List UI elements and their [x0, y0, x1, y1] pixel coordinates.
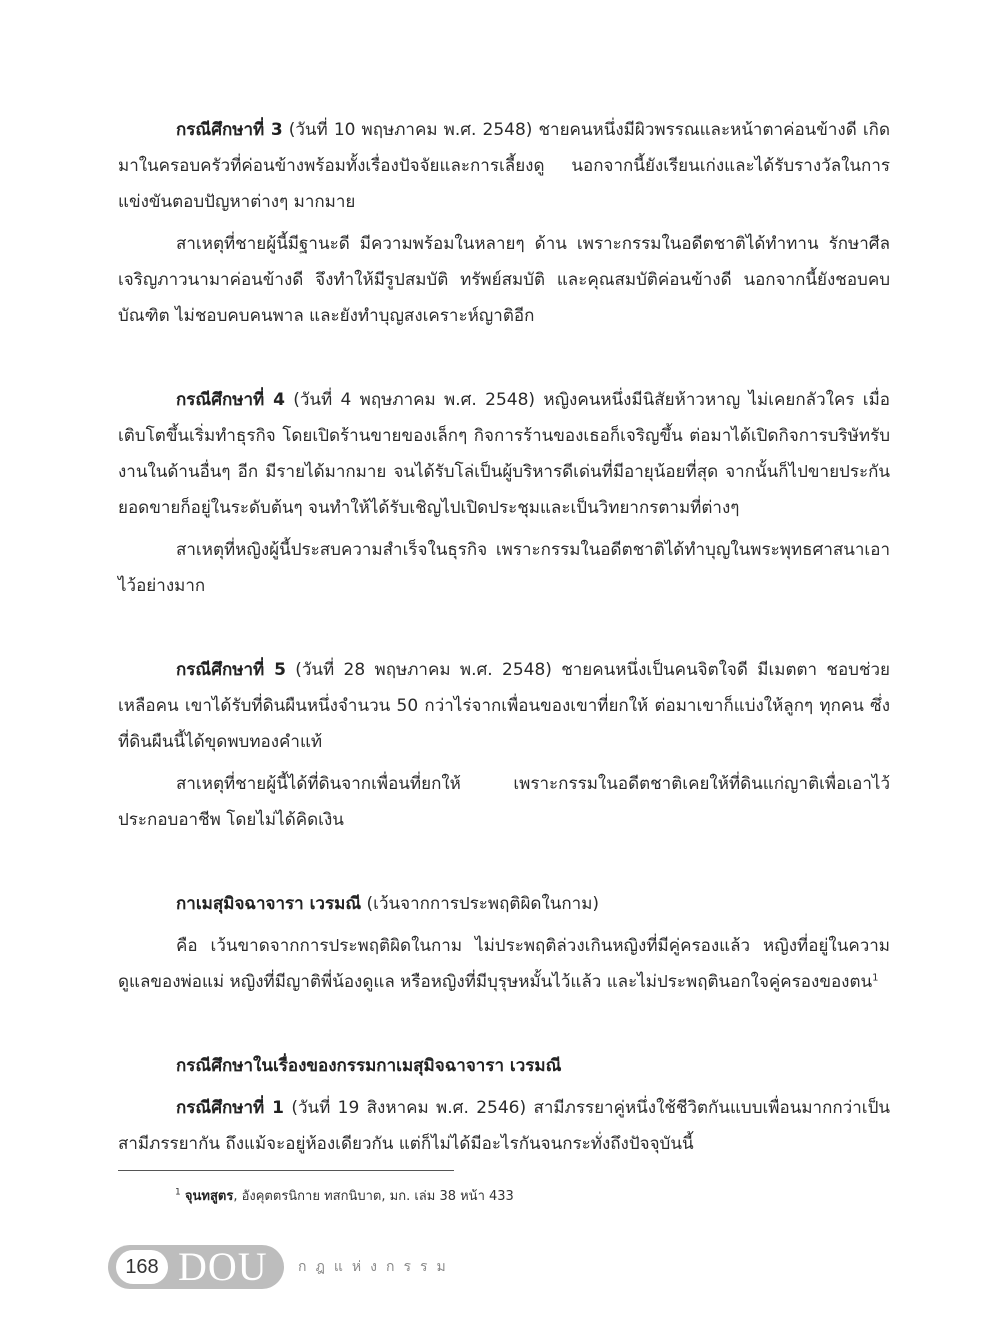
case-5-text: (วันที่ 28 พฤษภาคม พ.ศ. 2548) ชายคนหนึ่งเป็นคนจิตใจดี มีเมตตา ชอบช่วยเหลือคน เขาได้รับที่ดินผืนหนึ่งจำนวน 50 กว่าไร่จากเพื่อนของเขาที่ยกให้ ต่อมาเขาก็แบ่งให้ลูกๆ ทุกคน ซึ่งที่ดินผืนนี้ได้ขุดพบทองคำแท้ — [118, 660, 890, 752]
case-4-label: กรณีศึกษาที่ 4 — [176, 390, 285, 410]
book-title: กฎแห่งกรรม — [298, 1259, 455, 1275]
case-4-text: (วันที่ 4 พฤษภาคม พ.ศ. 2548) หญิงคนหนึ่งมีนิสัยห้าวหาญ ไม่เคยกลัวใคร เมื่อเติบโตขึ้นเริ่มทำธุรกิจ โดยเปิดร้านขายของเล็กๆ กิจการร้านของเธอก็เจริญขึ้น ต่อมาได้เปิดกิจการบริษัทรับงานในด้านอื่นๆ อีก มีรายได้มากมาย จนได้รับโล่เป็นผู้บริหารดีเด่นที่มีอายุน้อยที่สุด จากนั้นก็ไปขายประกันยอดขายก็อยู่ในระดับต้นๆ จนทำให้ได้รับเชิญไปเปิดประชุมและเป็นวิทยากรตามที่ต่างๆ — [118, 390, 890, 518]
case-1-label: กรณีศึกษาที่ 1 — [176, 1098, 284, 1118]
precept-heading — [118, 886, 890, 922]
case-3-label: กรณีศึกษาที่ 3 — [176, 120, 283, 140]
precept-title: กาเมสุมิจฉาจารา เวรมณี — [176, 894, 362, 914]
case-1-text: (วันที่ 19 สิงหาคม พ.ศ. 2546) สามีภรรยาคู่หนึ่งใช้ชีวิตกันแบบเพื่อนมากกว่าเป็นสามีภรรยากัน ถึงแม้จะอยู่ห้องเดียวกัน แต่ก็ไม่ได้มีอะไรกันจนกระทั่งถึงปัจจุบันนี้ — [118, 1098, 890, 1154]
case-3-text: (วันที่ 10 พฤษภาคม พ.ศ. 2548) ชายคนหนึ่งมีผิวพรรณและหน้าตาค่อนข้างดี เกิดมาในครอบครัวที่ค่อนข้างพร้อมทั้งเรื่องปัจจัยและการเลี้ยงดู นอกจากนี้ยังเรียนเก่งและได้รับรางวัลในการแข่งขันตอบปัญหาต่างๆ มากมาย — [118, 120, 890, 212]
case-3-paragraph — [118, 112, 890, 220]
case-5-paragraph — [118, 652, 890, 760]
footnote-number: 1 — [175, 1187, 181, 1198]
section-heading: กรณีศึกษาในเรื่องของกรรมกาเมสุมิจฉาจารา เวรมณี — [176, 1056, 562, 1076]
case-4-paragraph — [118, 382, 890, 526]
brand-logo: DOU — [178, 1244, 268, 1289]
footnote-reference[interactable]: 1 — [872, 972, 879, 984]
case-5-cause: สาเหตุที่ชายผู้นี้ได้ที่ดินจากเพื่อนที่ยกให้ เพราะกรรมในอดีตชาติเคยให้ที่ดินแก่ญาติเพื่อเอาไว้ประกอบอาชีพ โดยไม่ได้คิดเงิน — [118, 774, 890, 830]
case-5-label: กรณีศึกษาที่ 5 — [176, 660, 286, 680]
footnote — [175, 1185, 514, 1206]
footnote-source-rest: , อังคุตตรนิกาย ทสกนิบาต, มก. เล่ม 38 หน้า 433 — [233, 1189, 514, 1204]
main-content — [118, 112, 890, 1162]
case-3-cause: สาเหตุที่ชายผู้นี้มีฐานะดี มีความพร้อมในหลายๆ ด้าน เพราะกรรมในอดีตชาติได้ทำทาน รักษาศีล เจริญภาวนามาค่อนข้างดี จึงทำให้มีรูปสมบัติ ทรัพย์สมบัติ และคุณสมบัติค่อนข้างดี นอกจากนี้ยังชอบคบบัณฑิต ไม่ชอบคบคนพาล และยังทำบุญสงเคราะห์ญาติอีก — [118, 234, 890, 326]
precept-body-paragraph — [118, 928, 890, 1000]
page-number: 168 — [116, 1250, 168, 1284]
footnote-source-bold: จุนทสูตร — [184, 1189, 234, 1204]
precept-subtitle: (เว้นจากการประพฤติผิดในกาม) — [361, 894, 600, 914]
footnote-divider — [118, 1170, 454, 1171]
precept-body: คือ เว้นขาดจากการประพฤติผิดในกาม ไม่ประพฤติล่วงเกินหญิงที่มีคู่ครองแล้ว หญิงที่อยู่ในความดูแลของพ่อแม่ หญิงที่มีญาติพี่น้องดูแล หรือหญิงที่มีบุรุษหมั้นไว้แล้ว และไม่ประพฤตินอกใจคู่ครองของตน — [118, 936, 890, 992]
case-1-paragraph — [118, 1090, 890, 1162]
case-4-cause: สาเหตุที่หญิงผู้นี้ประสบความสำเร็จในธุรกิจ เพราะกรรมในอดีตชาติได้ทำบุญในพระพุทธศาสนาเอาไว้อย่างมาก — [118, 540, 890, 596]
